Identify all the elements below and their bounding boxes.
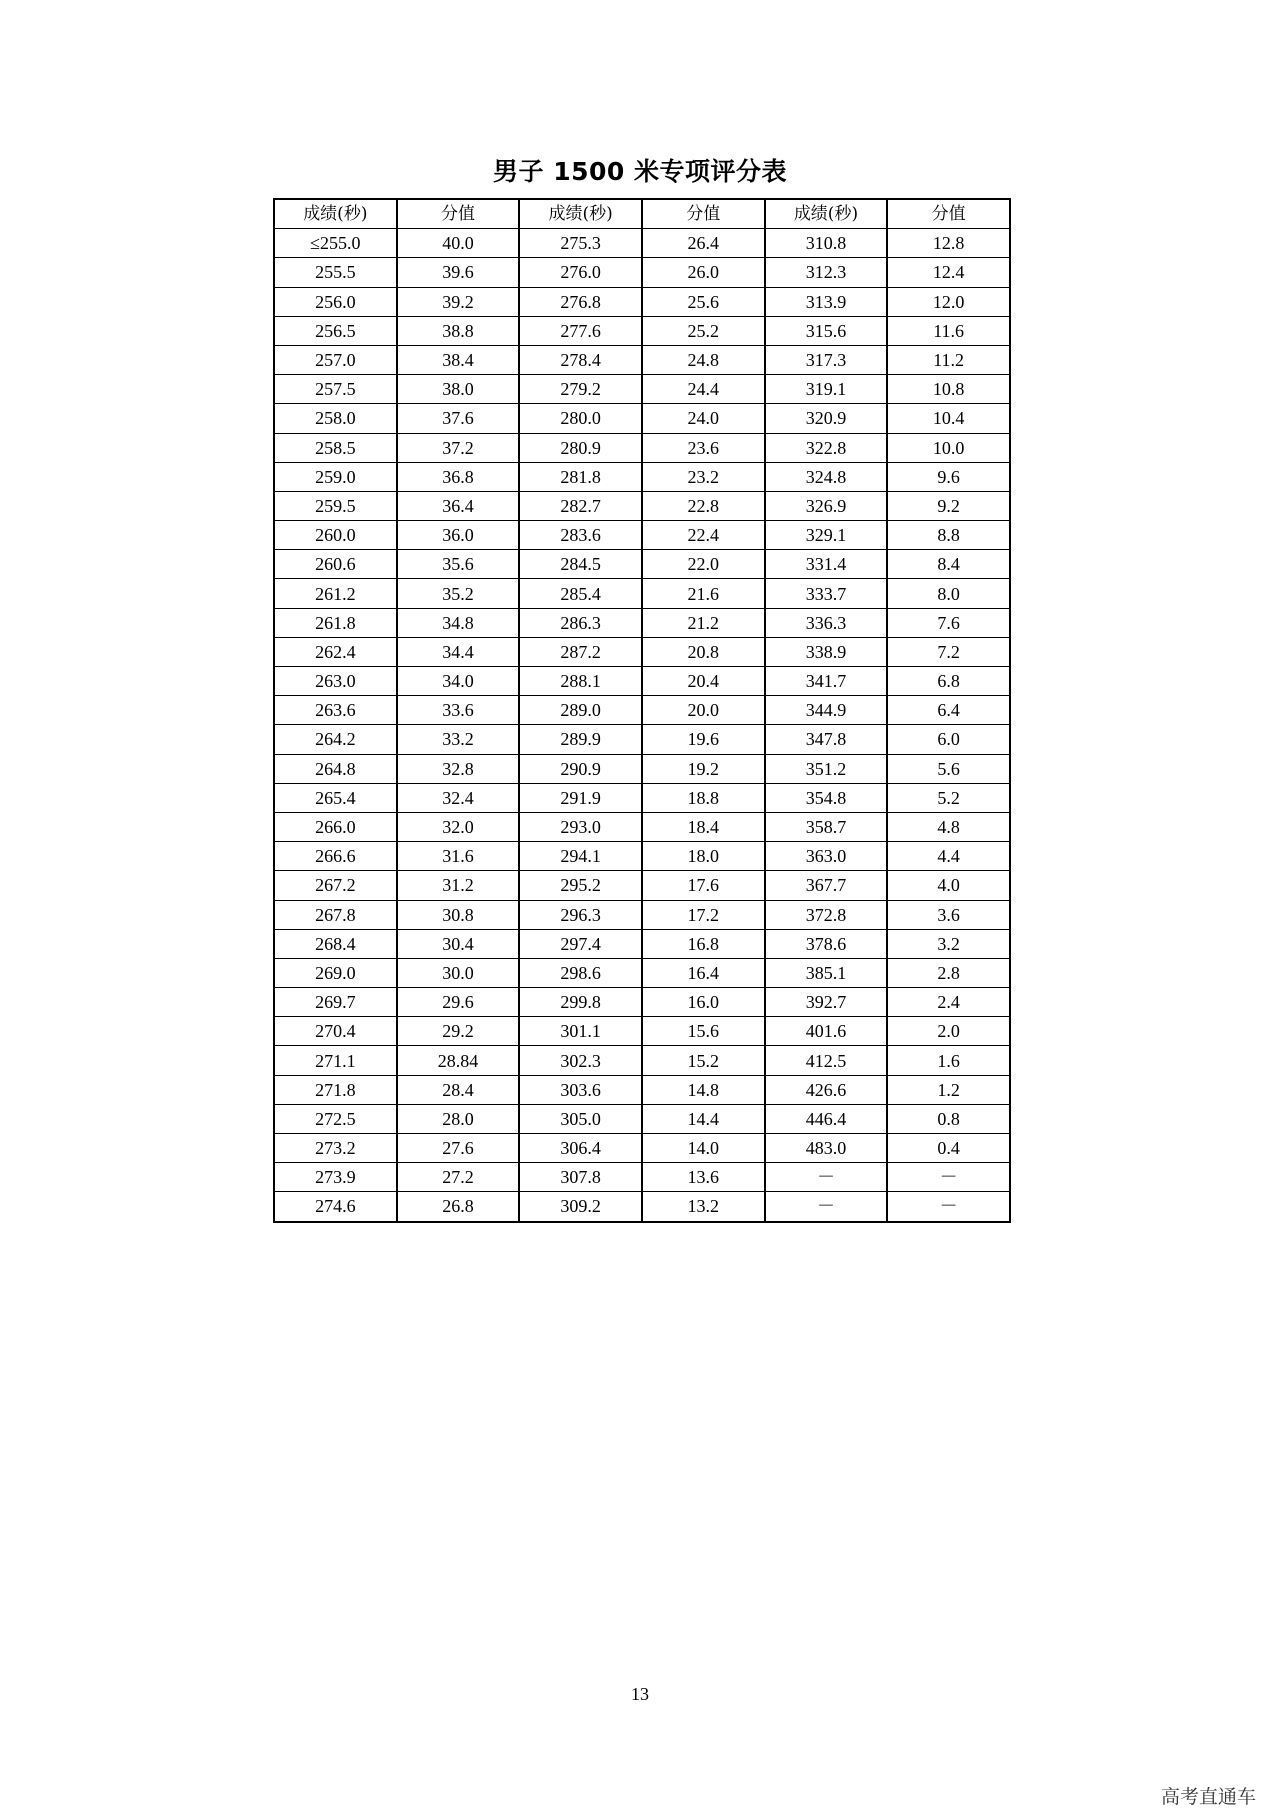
table-cell: 25.6 <box>642 287 765 316</box>
page-title: 男子 1500 米专项评分表 <box>493 157 787 186</box>
table-cell: 24.8 <box>642 345 765 374</box>
table-cell: 39.6 <box>397 258 520 287</box>
table-row <box>274 783 1010 812</box>
table-cell: 326.9 <box>765 491 888 520</box>
table-cell: 24.0 <box>642 404 765 433</box>
table-cell: 27.2 <box>397 1163 520 1192</box>
table-row <box>274 958 1010 987</box>
table-cell: 269.0 <box>274 958 397 987</box>
table-cell: 275.3 <box>519 229 642 258</box>
table-cell: 10.8 <box>887 375 1010 404</box>
table-cell: 309.2 <box>519 1192 642 1222</box>
table-cell: 298.6 <box>519 958 642 987</box>
table-cell: 295.2 <box>519 871 642 900</box>
table-cell: 11.6 <box>887 316 1010 345</box>
table-cell: 265.4 <box>274 783 397 812</box>
table-row <box>274 1075 1010 1104</box>
table-row <box>274 1163 1010 1192</box>
table-cell: － <box>765 1192 888 1222</box>
table-row <box>274 316 1010 345</box>
table-cell: 33.6 <box>397 696 520 725</box>
table-cell: － <box>887 1163 1010 1192</box>
table-cell: 32.4 <box>397 783 520 812</box>
table-cell: 270.4 <box>274 1017 397 1046</box>
table-row <box>274 229 1010 258</box>
table-cell: 317.3 <box>765 345 888 374</box>
table-cell: － <box>765 1163 888 1192</box>
table-cell: 312.3 <box>765 258 888 287</box>
table-cell: 37.6 <box>397 404 520 433</box>
table-cell: 25.2 <box>642 316 765 345</box>
table-row <box>274 988 1010 1017</box>
table-row <box>274 1192 1010 1222</box>
table-cell: 306.4 <box>519 1134 642 1163</box>
table-cell: 271.1 <box>274 1046 397 1075</box>
table-row <box>274 842 1010 871</box>
table-row <box>274 608 1010 637</box>
table-cell: 4.4 <box>887 842 1010 871</box>
table-cell: 412.5 <box>765 1046 888 1075</box>
table-cell: 446.4 <box>765 1104 888 1133</box>
table-cell: 18.0 <box>642 842 765 871</box>
table-cell: 276.8 <box>519 287 642 316</box>
table-cell: 261.8 <box>274 608 397 637</box>
table-cell: 268.4 <box>274 929 397 958</box>
table-cell: 278.4 <box>519 345 642 374</box>
table-cell: 276.0 <box>519 258 642 287</box>
table-cell: 37.2 <box>397 433 520 462</box>
header-cell: 分值 <box>887 199 1010 229</box>
table-cell: 296.3 <box>519 900 642 929</box>
table-cell: 14.8 <box>642 1075 765 1104</box>
table-cell: 280.0 <box>519 404 642 433</box>
table-cell: 8.8 <box>887 521 1010 550</box>
table-cell: 0.4 <box>887 1134 1010 1163</box>
table-cell: 258.0 <box>274 404 397 433</box>
table-cell: 28.0 <box>397 1104 520 1133</box>
table-cell: 23.6 <box>642 433 765 462</box>
table-cell: 256.5 <box>274 316 397 345</box>
table-cell: 255.5 <box>274 258 397 287</box>
table-cell: 299.8 <box>519 988 642 1017</box>
table-cell: 333.7 <box>765 579 888 608</box>
table-cell: 32.0 <box>397 812 520 841</box>
table-cell: 284.5 <box>519 550 642 579</box>
table-cell: 288.1 <box>519 667 642 696</box>
table-cell: 263.6 <box>274 696 397 725</box>
table-cell: 13.6 <box>642 1163 765 1192</box>
table-cell: 0.8 <box>887 1104 1010 1133</box>
table-cell: 15.2 <box>642 1046 765 1075</box>
table-cell: 320.9 <box>765 404 888 433</box>
table-cell: 261.2 <box>274 579 397 608</box>
table-cell: 18.8 <box>642 783 765 812</box>
table-cell: 260.6 <box>274 550 397 579</box>
header-cell: 成绩(秒) <box>274 199 397 229</box>
table-cell: 29.2 <box>397 1017 520 1046</box>
table-row <box>274 521 1010 550</box>
table-row <box>274 667 1010 696</box>
table-cell: 20.4 <box>642 667 765 696</box>
table-cell: 2.4 <box>887 988 1010 1017</box>
table-cell: 4.0 <box>887 871 1010 900</box>
table-cell: 34.8 <box>397 608 520 637</box>
table-cell: 27.6 <box>397 1134 520 1163</box>
table-cell: 7.2 <box>887 637 1010 666</box>
table-cell: 26.0 <box>642 258 765 287</box>
table-cell: 22.4 <box>642 521 765 550</box>
table-cell: 329.1 <box>765 521 888 550</box>
table-row <box>274 1134 1010 1163</box>
table-cell: 16.8 <box>642 929 765 958</box>
table-cell: 259.5 <box>274 491 397 520</box>
table-cell: 297.4 <box>519 929 642 958</box>
table-cell: 259.0 <box>274 462 397 491</box>
table-cell: ≤255.0 <box>274 229 397 258</box>
table-cell: 14.0 <box>642 1134 765 1163</box>
table-cell: 367.7 <box>765 871 888 900</box>
table-row <box>274 345 1010 374</box>
table-cell: 267.2 <box>274 871 397 900</box>
table-cell: 22.0 <box>642 550 765 579</box>
table-cell: 294.1 <box>519 842 642 871</box>
table-cell: 23.2 <box>642 462 765 491</box>
table-cell: 257.0 <box>274 345 397 374</box>
table-cell: 285.4 <box>519 579 642 608</box>
header-cell: 分值 <box>397 199 520 229</box>
table-cell: 30.0 <box>397 958 520 987</box>
table-cell: 385.1 <box>765 958 888 987</box>
table-cell: 293.0 <box>519 812 642 841</box>
table-cell: 16.0 <box>642 988 765 1017</box>
table-row <box>274 696 1010 725</box>
table-cell: 283.6 <box>519 521 642 550</box>
table-cell: 38.0 <box>397 375 520 404</box>
table-cell: 354.8 <box>765 783 888 812</box>
table-cell: 313.9 <box>765 287 888 316</box>
table-cell: 7.6 <box>887 608 1010 637</box>
table-cell: 257.5 <box>274 375 397 404</box>
table-cell: 3.6 <box>887 900 1010 929</box>
table-cell: 36.0 <box>397 521 520 550</box>
table-cell: 33.2 <box>397 725 520 754</box>
table-cell: 2.0 <box>887 1017 1010 1046</box>
table-cell: 21.2 <box>642 608 765 637</box>
table-cell: 263.0 <box>274 667 397 696</box>
table-cell: 2.8 <box>887 958 1010 987</box>
table-cell: 315.6 <box>765 316 888 345</box>
table-cell: 1.6 <box>887 1046 1010 1075</box>
table-cell: 273.9 <box>274 1163 397 1192</box>
table-cell: 264.8 <box>274 754 397 783</box>
table-cell: 319.1 <box>765 375 888 404</box>
table-cell: 289.0 <box>519 696 642 725</box>
table-cell: 289.9 <box>519 725 642 754</box>
table-cell: 34.4 <box>397 637 520 666</box>
table-cell: 5.6 <box>887 754 1010 783</box>
table-cell: 35.2 <box>397 579 520 608</box>
table-cell: 336.3 <box>765 608 888 637</box>
table-row <box>274 1017 1010 1046</box>
table-cell: 38.4 <box>397 345 520 374</box>
table-cell: 15.6 <box>642 1017 765 1046</box>
table-cell: 426.6 <box>765 1075 888 1104</box>
page-number: 13 <box>631 1684 649 1704</box>
table-cell: 16.4 <box>642 958 765 987</box>
table-cell: 20.0 <box>642 696 765 725</box>
table-row <box>274 1104 1010 1133</box>
table-cell: 30.8 <box>397 900 520 929</box>
table-cell: 274.6 <box>274 1192 397 1222</box>
table-header-row <box>274 199 1010 229</box>
table-cell: 273.2 <box>274 1134 397 1163</box>
table-cell: 8.4 <box>887 550 1010 579</box>
table-cell: 3.2 <box>887 929 1010 958</box>
table-cell: 271.8 <box>274 1075 397 1104</box>
table-cell: 30.4 <box>397 929 520 958</box>
table-cell: 28.84 <box>397 1046 520 1075</box>
table-cell: 307.8 <box>519 1163 642 1192</box>
header-cell: 分值 <box>642 199 765 229</box>
table-row <box>274 929 1010 958</box>
table-cell: 26.4 <box>642 229 765 258</box>
table-cell: 302.3 <box>519 1046 642 1075</box>
table-cell: 363.0 <box>765 842 888 871</box>
table-cell: 264.2 <box>274 725 397 754</box>
table-body <box>274 229 1010 1222</box>
table-row <box>274 258 1010 287</box>
table-row <box>274 900 1010 929</box>
table-cell: 277.6 <box>519 316 642 345</box>
table-cell: 31.6 <box>397 842 520 871</box>
table-cell: 281.8 <box>519 462 642 491</box>
table-cell: 280.9 <box>519 433 642 462</box>
table-cell: 344.9 <box>765 696 888 725</box>
table-cell: 1.2 <box>887 1075 1010 1104</box>
table-cell: 290.9 <box>519 754 642 783</box>
table-cell: 19.2 <box>642 754 765 783</box>
table-cell: 14.4 <box>642 1104 765 1133</box>
table-cell: 36.4 <box>397 491 520 520</box>
table-cell: 20.8 <box>642 637 765 666</box>
table-cell: － <box>887 1192 1010 1222</box>
table-cell: 5.2 <box>887 783 1010 812</box>
table-row <box>274 871 1010 900</box>
table-cell: 331.4 <box>765 550 888 579</box>
table-cell: 32.8 <box>397 754 520 783</box>
table-cell: 338.9 <box>765 637 888 666</box>
table-cell: 38.8 <box>397 316 520 345</box>
table-cell: 258.5 <box>274 433 397 462</box>
table-row <box>274 725 1010 754</box>
table-cell: 21.6 <box>642 579 765 608</box>
table-row <box>274 462 1010 491</box>
table-row <box>274 433 1010 462</box>
table-cell: 341.7 <box>765 667 888 696</box>
table-row <box>274 404 1010 433</box>
table-cell: 35.6 <box>397 550 520 579</box>
table-cell: 9.2 <box>887 491 1010 520</box>
table-row <box>274 287 1010 316</box>
header-cell: 成绩(秒) <box>519 199 642 229</box>
table-row <box>274 637 1010 666</box>
table-cell: 351.2 <box>765 754 888 783</box>
table-cell: 303.6 <box>519 1075 642 1104</box>
table-row <box>274 579 1010 608</box>
table-cell: 24.4 <box>642 375 765 404</box>
table-cell: 10.4 <box>887 404 1010 433</box>
table-cell: 358.7 <box>765 812 888 841</box>
table-cell: 28.4 <box>397 1075 520 1104</box>
table-cell: 6.0 <box>887 725 1010 754</box>
table-cell: 36.8 <box>397 462 520 491</box>
table-cell: 29.6 <box>397 988 520 1017</box>
table-cell: 4.8 <box>887 812 1010 841</box>
table-cell: 22.8 <box>642 491 765 520</box>
table-cell: 401.6 <box>765 1017 888 1046</box>
table-cell: 378.6 <box>765 929 888 958</box>
table-cell: 6.4 <box>887 696 1010 725</box>
table-cell: 17.6 <box>642 871 765 900</box>
table-cell: 8.0 <box>887 579 1010 608</box>
table-row <box>274 754 1010 783</box>
header-cell: 成绩(秒) <box>765 199 888 229</box>
table-cell: 347.8 <box>765 725 888 754</box>
table-cell: 19.6 <box>642 725 765 754</box>
table-cell: 269.7 <box>274 988 397 1017</box>
table-cell: 301.1 <box>519 1017 642 1046</box>
table-cell: 272.5 <box>274 1104 397 1133</box>
table-cell: 31.2 <box>397 871 520 900</box>
table-cell: 286.3 <box>519 608 642 637</box>
table-cell: 12.0 <box>887 287 1010 316</box>
table-cell: 26.8 <box>397 1192 520 1222</box>
table-cell: 39.2 <box>397 287 520 316</box>
table-row <box>274 491 1010 520</box>
table-cell: 392.7 <box>765 988 888 1017</box>
table-row <box>274 550 1010 579</box>
table-cell: 17.2 <box>642 900 765 929</box>
watermark-text: 高考直通车 <box>1160 1786 1256 1808</box>
table-cell: 11.2 <box>887 345 1010 374</box>
score-table <box>273 198 1011 1223</box>
table-cell: 291.9 <box>519 783 642 812</box>
table-cell: 372.8 <box>765 900 888 929</box>
table-cell: 34.0 <box>397 667 520 696</box>
table-cell: 266.6 <box>274 842 397 871</box>
table-cell: 310.8 <box>765 229 888 258</box>
table-cell: 279.2 <box>519 375 642 404</box>
table-cell: 256.0 <box>274 287 397 316</box>
table-cell: 322.8 <box>765 433 888 462</box>
table-cell: 282.7 <box>519 491 642 520</box>
table-cell: 305.0 <box>519 1104 642 1133</box>
table-cell: 13.2 <box>642 1192 765 1222</box>
table-cell: 18.4 <box>642 812 765 841</box>
table-row <box>274 1046 1010 1075</box>
table-cell: 9.6 <box>887 462 1010 491</box>
table-cell: 262.4 <box>274 637 397 666</box>
table-cell: 6.8 <box>887 667 1010 696</box>
table-cell: 324.8 <box>765 462 888 491</box>
table-cell: 12.8 <box>887 229 1010 258</box>
table-cell: 287.2 <box>519 637 642 666</box>
table-row <box>274 375 1010 404</box>
table-cell: 12.4 <box>887 258 1010 287</box>
table-cell: 483.0 <box>765 1134 888 1163</box>
table-cell: 40.0 <box>397 229 520 258</box>
table-cell: 260.0 <box>274 521 397 550</box>
table-row <box>274 812 1010 841</box>
table-cell: 10.0 <box>887 433 1010 462</box>
table-cell: 266.0 <box>274 812 397 841</box>
table-cell: 267.8 <box>274 900 397 929</box>
